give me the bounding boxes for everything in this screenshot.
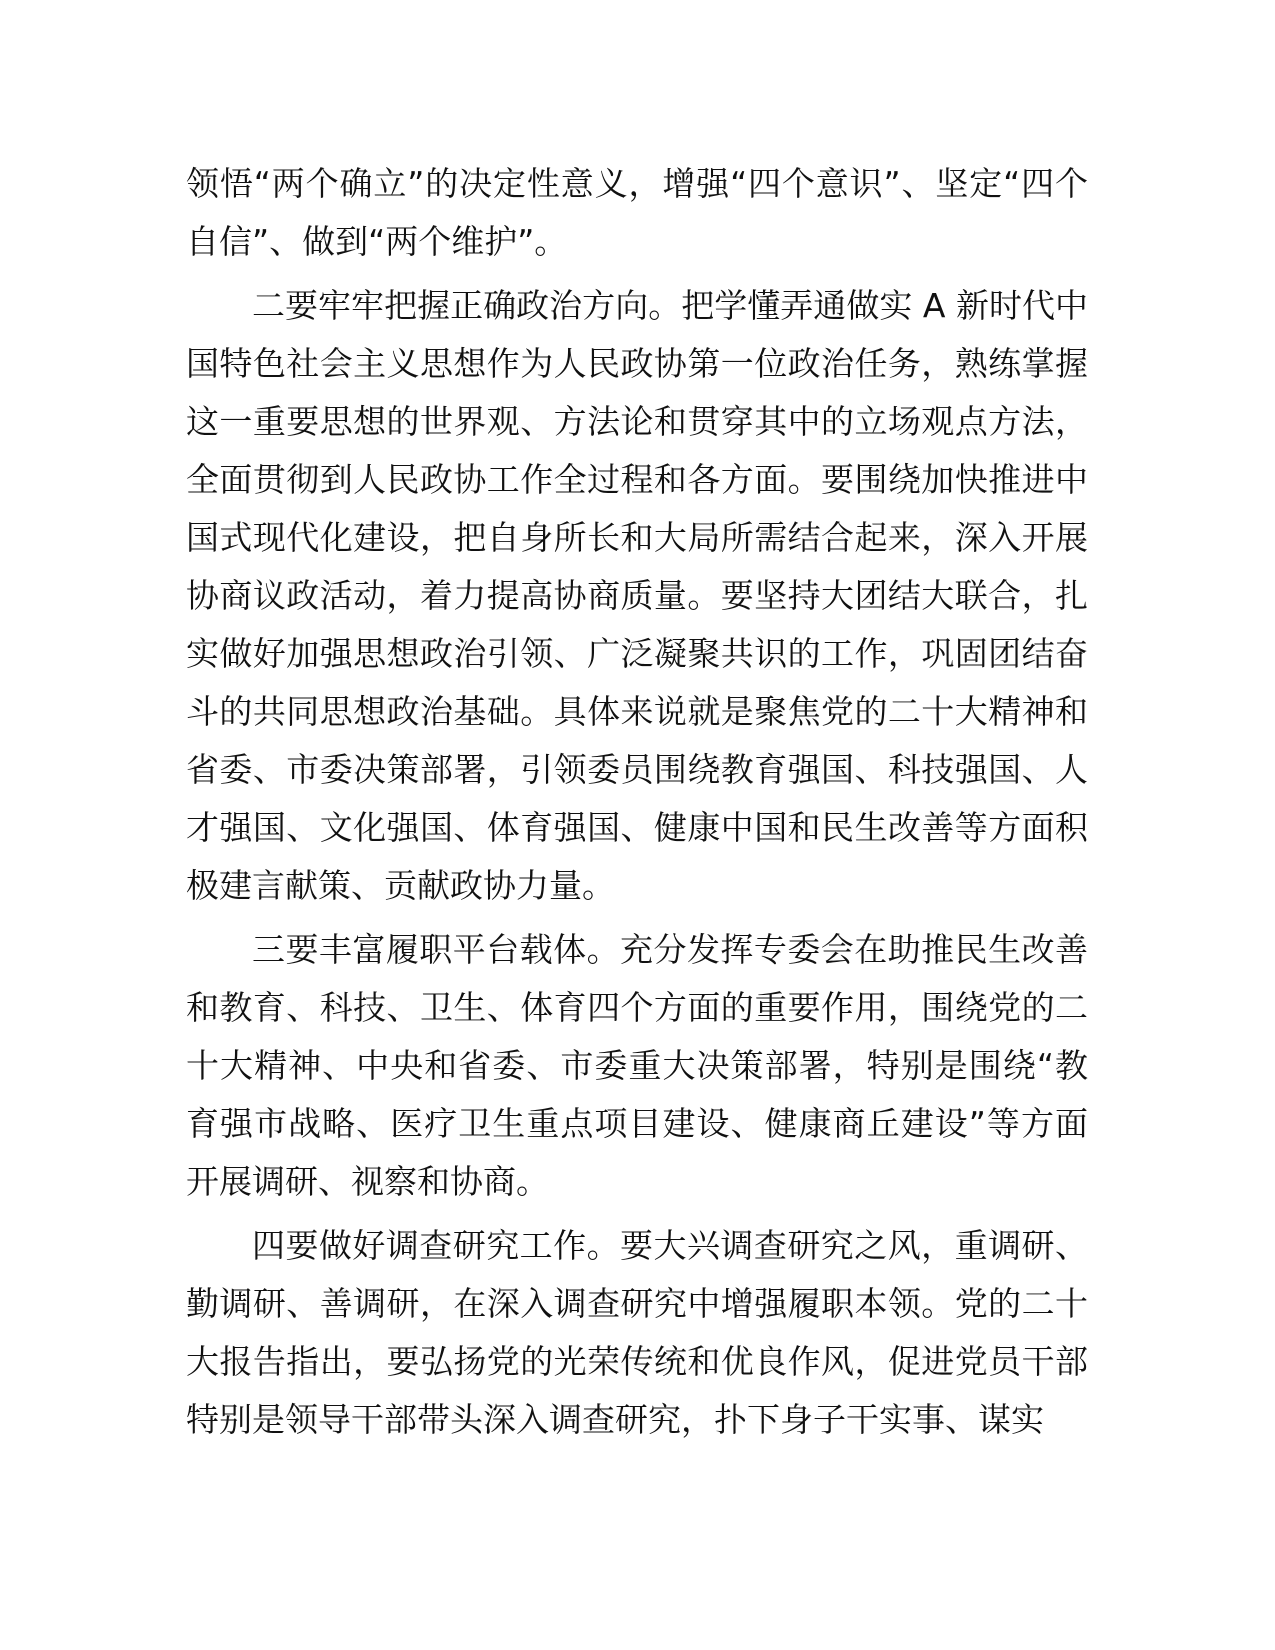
paragraph-continuation: 领悟“两个确立”的决定性意义，增强“四个意识”、坚定“四个自信”、做到“两个维护”。	[186, 164, 1088, 261]
paragraph-research: 四要做好调查研究工作。要大兴调查研究之风，重调研、勤调研、善调研，在深入调查研究中增强履职本领。党的二十大报告指出，要弘扬党的光荣传统和优良作风，促进党员干部特别是领导干部带头深入调查研究，扑下身子干实事、谋实	[186, 1226, 1088, 1439]
document-page	[186, 155, 1088, 1455]
paragraph-political-direction: 二要牢牢把握正确政治方向。把学懂弄通做实 A 新时代中国特色社会主义思想作为人民政协第一位政治任务，熟练掌握这一重要思想的世界观、方法论和贯穿其中的立场观点方法，全面贯彻到人民政协工作全过程和各方面。要围绕加快推进中国式现代化建设，把自身所长和大局所需结合起来，深入开展协商议政活动，着力提高协商质量。要坚持大团结大联合，扎实做好加强思想政治引领、广泛凝聚共识的工作，巩固团结奋斗的共同思想政治基础。具体来说就是聚焦党的二十大精神和省委、市委决策部署，引领委员围绕教育强国、科技强国、人才强国、文化强国、体育强国、健康中国和民生改善等方面积极建言献策、贡献政协力量。	[186, 286, 1088, 905]
paragraph-platform: 三要丰富履职平台载体。充分发挥专委会在助推民生改善和教育、科技、卫生、体育四个方面的重要作用，围绕党的二十大精神、中央和省委、市委重大决策部署，特别是围绕“教育强市战略、医疗卫生重点项目建设、健康商丘建设”等方面开展调研、视察和协商。	[186, 930, 1088, 1201]
